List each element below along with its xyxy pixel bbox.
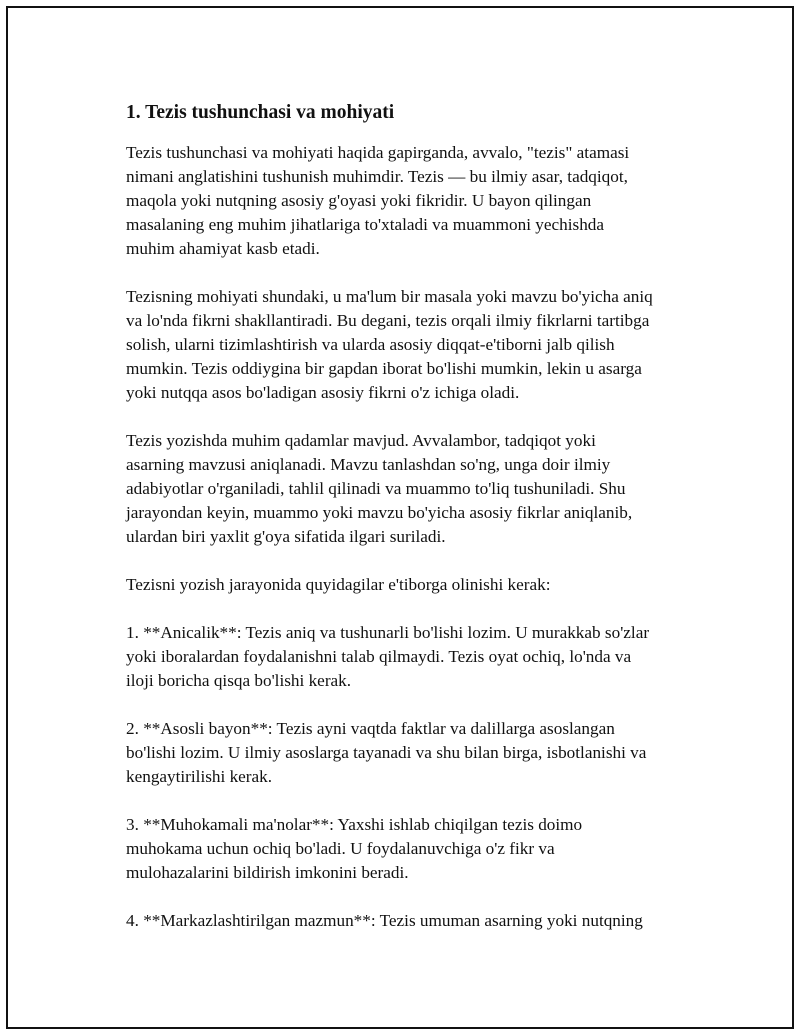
text-line: 2. **Asosli bayon**: Tezis ayni vaqtda faktlar va dalillarga asoslangan bbox=[126, 719, 615, 738]
text-line: 1. **Anicalik**: Tezis aniq va tushunarli bo'lishi lozim. U murakkab so'zlar bbox=[126, 623, 650, 642]
text-line: kengaytirilishi kerak. bbox=[126, 767, 273, 786]
list-item-3 bbox=[126, 813, 726, 885]
text-line: Tezisni yozish jarayonida quyidagilar e'tiborga olinishi kerak: bbox=[126, 575, 551, 594]
text-line: 3. **Muhokamali ma'nolar**: Yaxshi ishlab chiqilgan tezis doimo bbox=[126, 815, 583, 834]
text-line: maqola yoki nutqning asosiy g'oyasi yoki fikridir. U bayon qilingan bbox=[126, 191, 592, 210]
paragraph-intro bbox=[126, 141, 726, 261]
document-body bbox=[126, 100, 726, 957]
text-line: va lo'nda fikrni shakllantiradi. Bu degani, tezis orqali ilmiy fikrlarni tartibga bbox=[126, 311, 650, 330]
text-line: yoki nutqqa asos bo'ladigan asosiy fikrni o'z ichiga oladi. bbox=[126, 383, 520, 402]
text-line: Tezis yozishda muhim qadamlar mavjud. Avvalambor, tadqiqot yoki bbox=[126, 431, 596, 450]
text-line: ulardan biri yaxlit g'oya sifatida ilgari suriladi. bbox=[126, 527, 446, 546]
list-item-1 bbox=[126, 621, 726, 693]
text-line: adabiyotlar o'rganiladi, tahlil qilinadi va muammo to'liq tushuniladi. Shu bbox=[126, 479, 626, 498]
section-heading: 1. Tezis tushunchasi va mohiyati bbox=[126, 102, 395, 123]
text-line: Tezisning mohiyati shundaki, u ma'lum bir masala yoki mavzu bo'yicha aniq bbox=[126, 287, 653, 306]
text-line: mulohazalarini bildirish imkonini beradi. bbox=[126, 863, 409, 882]
paragraph-essence bbox=[126, 285, 726, 405]
text-line: jarayondan keyin, muammo yoki mavzu bo'yicha asosiy fikrlar aniqlanib, bbox=[126, 503, 633, 522]
paragraph-list-intro bbox=[126, 573, 726, 597]
list-item-4 bbox=[126, 909, 726, 933]
text-line: asarning mavzusi aniqlanadi. Mavzu tanlashdan so'ng, unga doir ilmiy bbox=[126, 455, 611, 474]
text-line: muhokama uchun ochiq bo'ladi. U foydalanuvchiga o'z fikr va bbox=[126, 839, 555, 858]
text-line: mumkin. Tezis oddiygina bir gapdan iborat bo'lishi mumkin, lekin u asarga bbox=[126, 359, 642, 378]
text-line: bo'lishi lozim. U ilmiy asoslarga tayanadi va shu bilan birga, isbotlanishi va bbox=[126, 743, 647, 762]
text-line: yoki iboralardan foydalanishni talab qilmaydi. Tezis oyat ochiq, lo'nda va bbox=[126, 647, 632, 666]
text-line: 4. **Markazlashtirilgan mazmun**: Tezis umuman asarning yoki nutqning bbox=[126, 911, 643, 930]
list-item-2 bbox=[126, 717, 726, 789]
page-frame bbox=[6, 6, 794, 1029]
text-line: muhim ahamiyat kasb etadi. bbox=[126, 239, 320, 258]
text-line: iloji boricha qisqa bo'lishi kerak. bbox=[126, 671, 352, 690]
paragraph-steps bbox=[126, 429, 726, 549]
text-line: masalaning eng muhim jihatlariga to'xtaladi va muammoni yechishda bbox=[126, 215, 605, 234]
text-line: Tezis tushunchasi va mohiyati haqida gapirganda, avvalo, "tezis" atamasi bbox=[126, 143, 630, 162]
text-line: nimani anglatishini tushunish muhimdir. Tezis — bu ilmiy asar, tadqiqot, bbox=[126, 167, 628, 186]
text-line: solish, ularni tizimlashtirish va ularda asosiy diqqat-e'tiborni jalb qilish bbox=[126, 335, 615, 354]
